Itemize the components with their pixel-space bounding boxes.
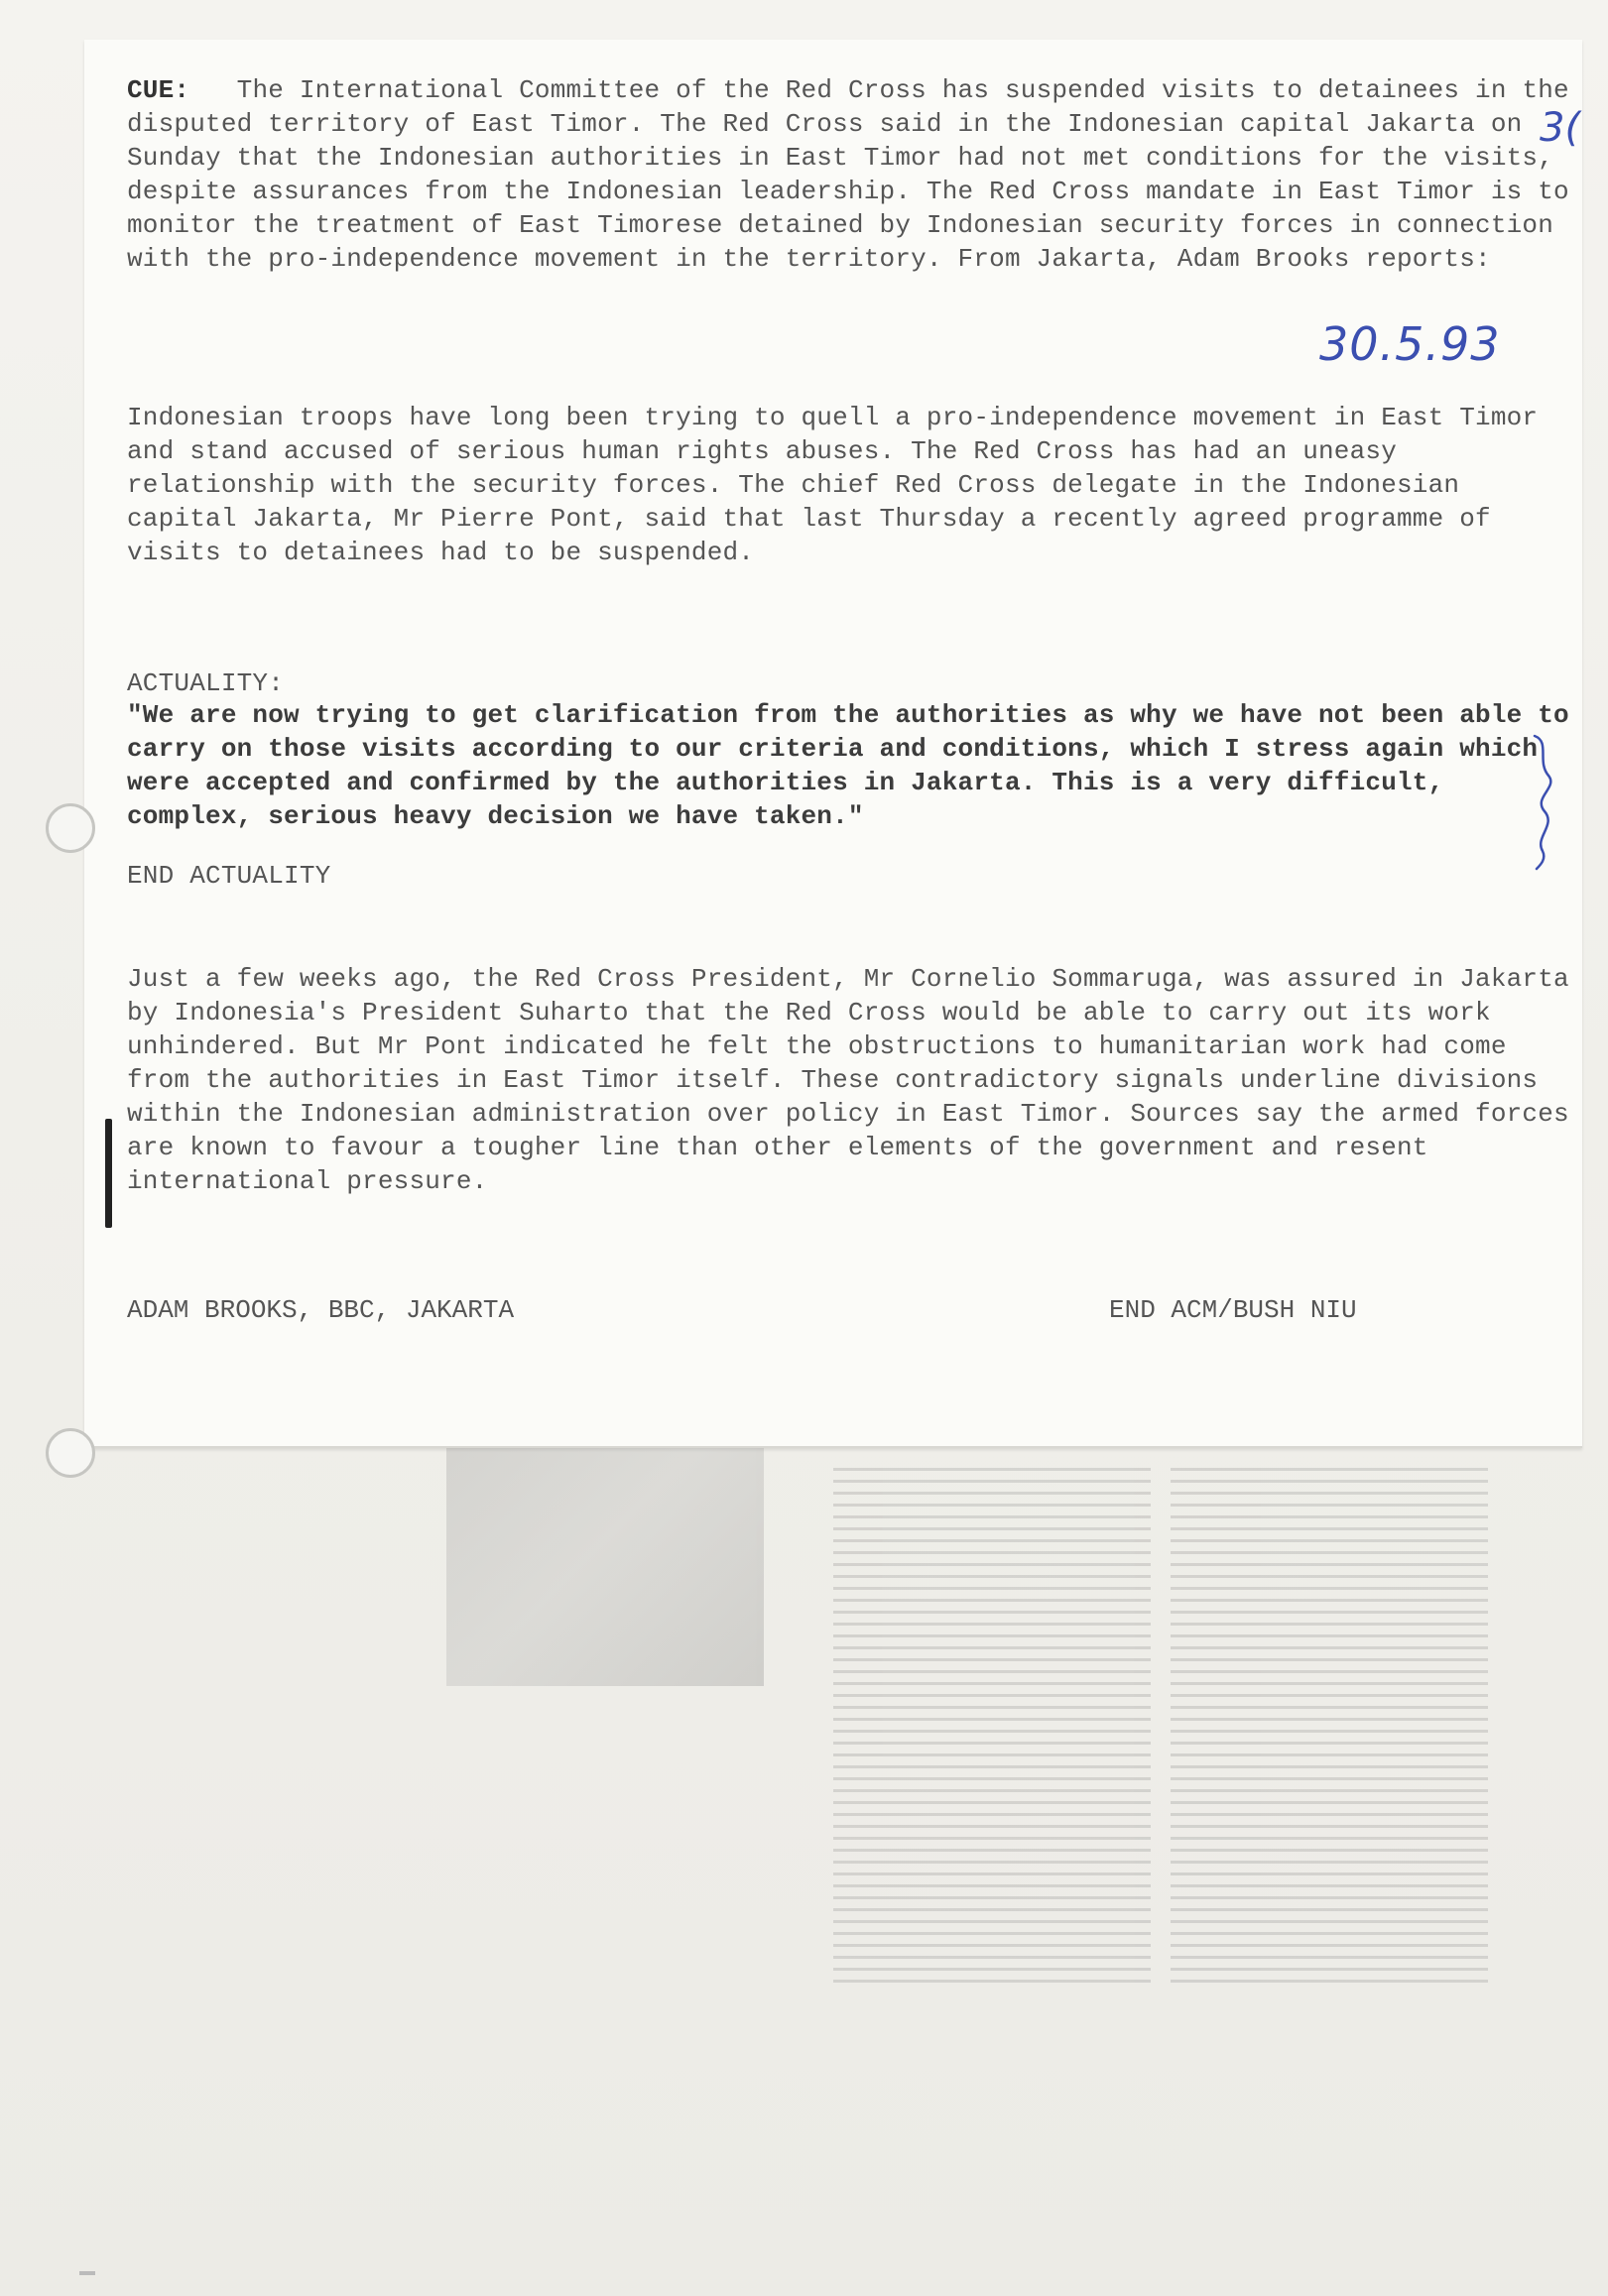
paragraph-2-text: Indonesian troops have long been trying to quell a pro-independence movement in East Timor and stand accused of serious human rights abuses. The Red Cross has had an uneasy relationship with the security forces. The chief Red Cross delegate in the Indonesian capital Jakarta, Mr Pierre Pont, said that last Thursday a recently agreed programme of visits to detainees had to be suspended. bbox=[127, 403, 1539, 567]
punch-hole-icon bbox=[46, 1428, 95, 1478]
actuality-quote bbox=[127, 698, 1575, 833]
cue-label: CUE: bbox=[127, 75, 190, 105]
bleed-column bbox=[1171, 1468, 1488, 1984]
reporter-signoff: ADAM BROOKS, BBC, JAKARTA bbox=[127, 1295, 515, 1325]
show-through-bleed bbox=[446, 1448, 1577, 1994]
handwritten-date: 30.5.93 bbox=[1319, 317, 1501, 371]
end-code: END ACM/BUSH NIU bbox=[1109, 1295, 1357, 1325]
end-actuality: END ACTUALITY bbox=[127, 861, 331, 891]
cue-paragraph bbox=[127, 73, 1575, 276]
paragraph-3-text: Just a few weeks ago, the Red Cross President, Mr Cornelio Sommaruga, was assured in Jakarta by Indonesia's President Suharto that the Red Cross would be able to carry out its work unhindered. But Mr Pont indicated he felt the obstructions to humanitarian work had come from the authorities in East Timor itself. These contradictory signals underline divisions within the Indonesian administration over policy in East Timor. Sources say the armed forces are known to favour a tougher line than other elements of the government and resent international pressure. bbox=[127, 964, 1569, 1196]
scan-mark bbox=[79, 2271, 95, 2275]
body-paragraph-2 bbox=[127, 401, 1575, 569]
actuality-quote-text: "We are now trying to get clarification from the authorities as why we have not been able to carry on those visits according to our criteria and conditions, which I stress again which were accepted and confirmed by the authorities in Jakarta. This is a very difficult, complex, serious heavy decision we have taken." bbox=[127, 700, 1569, 831]
actuality-label: ACTUALITY: bbox=[127, 668, 285, 698]
handwritten-corner-mark: 3( bbox=[1540, 105, 1581, 151]
bleed-photo bbox=[446, 1448, 764, 1686]
bleed-column bbox=[833, 1468, 1151, 1984]
cue-text: The International Committee of the Red Cross has suspended visits to detainees in the disputed territory of East Timor. The Red Cross said in the Indonesian capital Jakarta on Sunday that the Indonesian authorities in East Timor had not met conditions for the visits, despite assurances from the Indonesian leadership. The Red Cross mandate in East Timor is to monitor the treatment of East Timorese detained by Indonesian security forces in connection with the pro-independence movement in the territory. From Jakarta, Adam Brooks reports: bbox=[127, 75, 1569, 274]
handwritten-brace-icon bbox=[1523, 732, 1562, 871]
punch-hole-icon bbox=[46, 803, 95, 853]
body-paragraph-3 bbox=[127, 962, 1575, 1198]
margin-mark bbox=[105, 1119, 112, 1228]
